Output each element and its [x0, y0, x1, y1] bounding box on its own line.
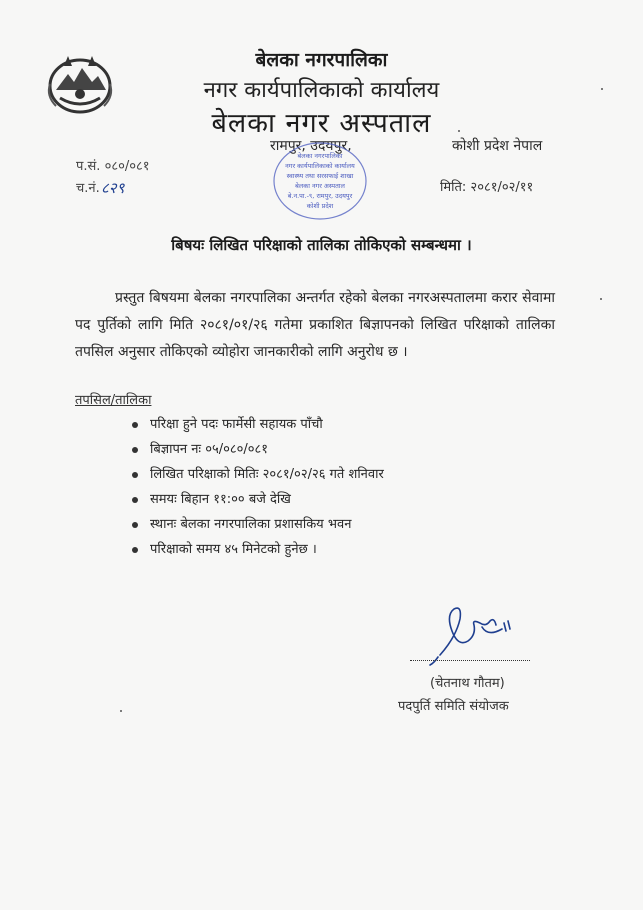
letter-body: [75, 285, 555, 366]
chalani-number: ८२९: [101, 179, 125, 197]
stamp-line: बे.न.पा.-९, रामपुर, उदयपुर: [287, 192, 353, 200]
list-item: स्थानः बेलका नगरपालिका प्रशासकिय भवन: [130, 512, 384, 537]
subject-line: बिषयः लिखित परिक्षाको तालिका तोकिएको सम्बन्धमा ।: [171, 236, 472, 254]
stamp-line: बेलका नगर अस्पताल: [295, 182, 345, 190]
signature-line: [410, 660, 530, 661]
list-item: परिक्षा हुने पदः फार्मेसी सहायक पाँचौ: [130, 412, 384, 437]
stamp-line: स्वास्थ्य तथा सरसफाई शाखा: [286, 172, 354, 180]
address: रामपुर, उदयपुर,: [270, 138, 352, 154]
chalani-label: च.नं.: [76, 181, 100, 196]
schedule-title: तपसिल/तालिका: [75, 393, 152, 408]
paper-speck: [458, 130, 460, 132]
list-item: लिखित परिक्षाको मितिः २०८१/०२/२६ गते शनिवार: [130, 462, 384, 487]
province: कोशी प्रदेश नेपाल: [452, 138, 543, 154]
schedule-list: [130, 412, 384, 562]
paper-speck: [600, 298, 602, 300]
paper-speck: [120, 710, 122, 712]
signature-icon: [410, 597, 530, 667]
body-text: प्रस्तुत बिषयमा बेलका नगरपालिका अन्तर्गत रहेको बेलका नगरअस्पतालमा करार सेवामा पद पुर्तिको लागि मिति २०८१/०१/२६ गतेमा प्रकाशित बिज्ञापनको लिखित परिक्षाको तालिका तपसिल अनुसार तोकिएको व्योहोरा जानकारीको लागि अनुरोध छ ।: [75, 290, 555, 360]
stamp-line: बेलका नगरपालिका: [297, 152, 343, 160]
letter-date: मिति: २०८१/०२/११: [440, 180, 534, 195]
hospital-name: बेलका नगर अस्पताल: [211, 108, 432, 139]
stamp-line: कोशी प्रदेश: [306, 202, 334, 210]
office-stamp: [270, 140, 370, 222]
office-name: नगर कार्यपालिकाको कार्यालय: [203, 78, 440, 103]
list-item: परिक्षाको समय ४५ मिनेटको हुनेछ ।: [130, 537, 384, 562]
list-item: समयः बिहान ११:०० बजे देखि: [130, 487, 384, 512]
list-item: बिज्ञापन नः ०५/०८०/०८१: [130, 437, 384, 462]
signer-name: (चेतनाथ गौतम): [430, 676, 505, 691]
org-name: बेलका नगरपालिका: [255, 49, 388, 71]
reference-number: प.सं. ०८०/०८१: [76, 159, 150, 174]
paper-speck: [601, 88, 603, 90]
stamp-line: नगर कार्यपालिकाको कार्यालय: [285, 162, 355, 170]
signer-designation: पदपुर्ति समिति संयोजक: [398, 699, 509, 714]
